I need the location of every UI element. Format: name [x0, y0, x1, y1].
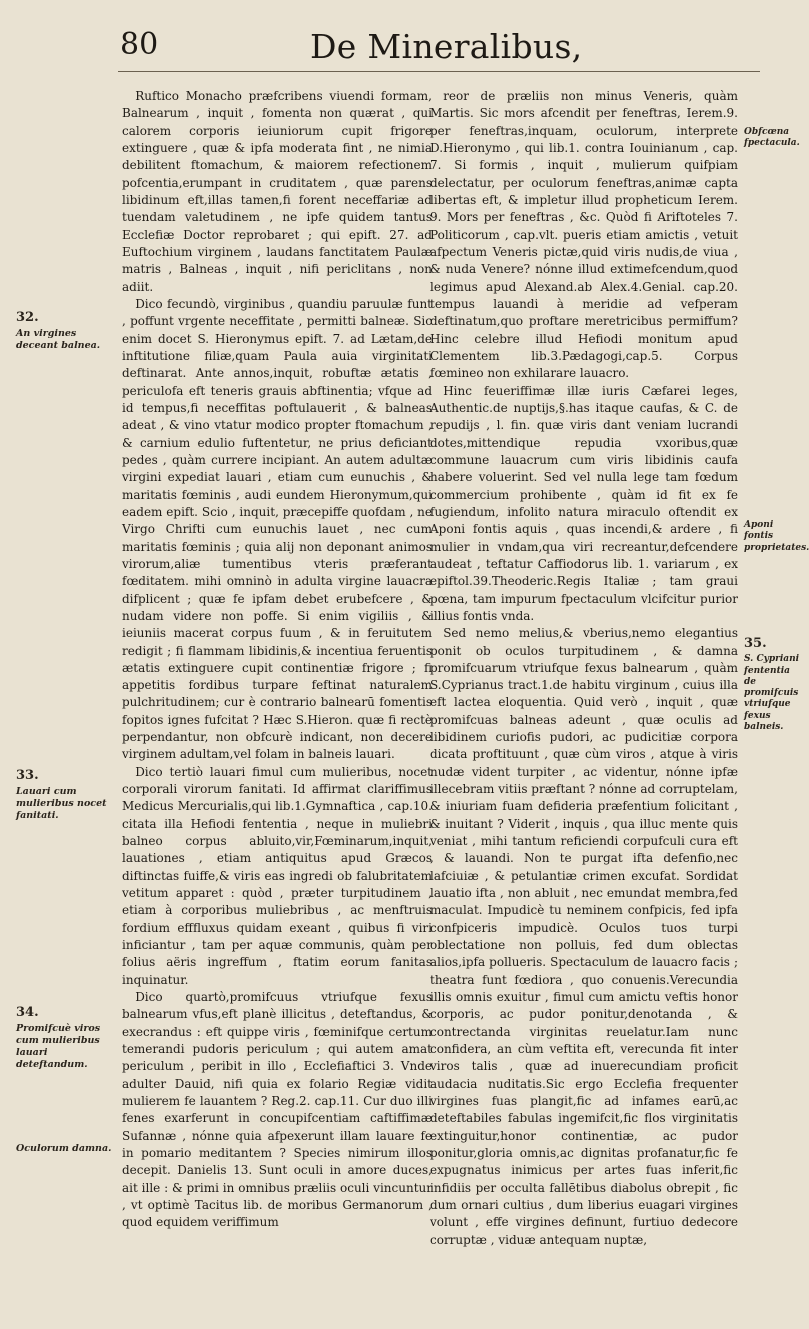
- margin-note: [744, 636, 800, 733]
- margin-note-text: S. Cypriani fententia de promifcuis vtriufque fexus balneis.: [744, 654, 800, 732]
- paragraph: Dico tertiò lauari fimul cum mulieribus, nocet corporali virorum fanitati. Id affirmat clariffimus Medicus Mercurialis,qui lib.1.Gymnaftica , cap.10. citata illa Hefiodi fententia , neque in muliebri balneo corpus abluito,vir,Fœminarum,inquit, lauationes , etiam antiquitus apud Græcos diftinctas fuiffe,& viris eas ingredi ob falubritatem vetitum apparet : quòd , præter turpitudinem , etiam à corporibus muliebribus , ac menftruis fordium efffluxus quidam exeant , quibus fi viri inficiantur , tam per aquæ communis, quàm per folius aëris ingreffum , ftatim eorum fanitas inquinatur.: [122, 764, 432, 987]
- paragraph: Hinc feueriffimæ illæ iuris Cæfarei leges, Authentic.de nuptijs,§.has itaque caufas, & C. de repudijs , l. fin. quæ viris dant veniam lucrandi dotes,mittendique repudia vxoribus,quæ commune lauacrum cum viris libidinis caufa habere voluerint. Sed vel nulla lege tam fœdum commercium prohibente , quàm id fit ex fe fugiendum, infolito natura miraculo oftendit ex Aponi fontis aquis , quas incendi,& ardere , fi mulier in vndam,qua viri recreantur,defcendere audeat , teftatur Caffiodorus lib. 1. variarum , ex epiftol.39.Theoderic.Regis Italiæ ; tam graui pœna, tam impurum fpectaculum vlcifcitur purior illius fontis vnda.: [430, 383, 738, 623]
- paragraph: Sed nemo melius,& vberius,nemo elegantius ponit ob oculos turpitudinem , & damna promifcuarum vtriufque fexus balnearum , quàm S.Cyprianus tract.1.de habitu virginum , cuius illa eft lactea eloquentia. Quid verò , inquit , quæ promifcuas balneas adeunt , quæ oculis ad libidinem curiofis pudori, ac pudicitiæ corpora dicata proftituunt , quæ cùm viros , atque à viris nudæ vident turpiter , ac videntur, nónne ipfæ illecebram vitiis præftant ? nónne ad corruptelam, & iniuriam fuam defideria præfentium folicitant , & inuitant ? Viderit , inquis , qua illuc mente quis veniat , mihi tantum reficiendi corpufculi cura eft , & lauandi. Non te purgat ifta defenfio,nec lafciuiæ , & petulantiæ crimen excufat. Sordidat lauatio ifta , non abluit , nec emundat membra,fed maculat. Impudicè tu neminem confpicis, fed ipfa confpiceris impudicè. Oculos tuos turpi oblectatione non polluis, fed dum oblectas alios,ipfa pollueris. Spectaculum de lauacro facis ; theatra funt fœdiora , quo conuenis.Verecundia illis omnis exuitur , fimul cum amictu veftis honor corporis, ac pudor ponitur,denotanda , & contrectanda virginitas reuelatur.Iam nunc confidera, an cùm veftita eft, verecunda fit inter viros talis , quæ ad inuerecundiam proficit audacia nuditatis.Sic ergo Ecclefia frequenter virgines fuas plangit,fic ad infames earū,ac deteftabiles fabulas ingemifcit,fic flos virginitatis extinguitur,honor continentiæ, ac pudor ponitur,gloria omnis,ac dignitas profanatur,fic fe expugnatus inimicus per artes fuas inferit,fic infidiis per occulta fallētibus diabolus obrepit , fic dum ornari cultius , dum liberius euagari virgines volunt , effe virgines definunt, furtiuo dedecore corruptæ , viduæ antequam nuptæ,: [430, 626, 738, 1247]
- margin-note-number: 35.: [744, 636, 767, 651]
- margin-note-number: 34.: [16, 1005, 39, 1020]
- running-title: De Mineralibus,: [310, 27, 583, 66]
- paragraph: Dico quartò,promifcuus vtriufque fexus balnearum vfus,eft planè illicitus , deteftandus, & execrandus : eft quippe viris , fœminifque certum temerandi pudoris periculum ; qui autem amat periculum , peribit in illo , Ecclefiaftici 3. Vnde adulter Dauid, nifi quia ex folario Regiæ vidit mulierem fe lauantem ? Reg.2. cap.11. Cur duo illi fenes exarferunt in concupifcentiam caftiffimæ Sufannæ , nónne quia afpexerunt illam lauare fe in pomario meditantem ? Species nimirum illos decepit. Danielis 13. Sunt oculi in amore duces, ait ille : & primi in omnibus præliis oculi vincuntur , vt optimè Tacitus lib. de moribus Germanorum , quod equidem veriffimum: [122, 990, 432, 1230]
- paragraph: Dico fecundò, virginibus , quandiu paruulæ funt , poffunt vrgente neceffitate , permitti balneæ. Sic enim docet S. Hieronymus epift. 7. ad Lætam,de inftitutione filiæ,quam Paula auia virginitati deftinarat. Ante annos,inquit, robuftæ ætatis , periculofa eft teneris grauis abftinentia; vfque ad id tempus,fi neceffitas poftulauerit , & balneas adeat , & vino vtatur modico propter ftomachum , & carnium edulio fuftentetur, ne prius deficiant pedes , quàm currere incipiant. An autem adultæ virgini expediat lauari , etiam cum eunuchis , & maritatis fœminis , audi eundem Hieronymum,qui eadem epift. Scio , inquit, præcepiffe quofdam , ne Virgo Chrifti cum eunuchis lauet , nec cum maritatis fœminis ; quia alij non deponant animos virorum,aliæ tumentibus vteris præferant fœditatem. mihi omninò in adulta virgine lauacra difplicent ; quæ fe ipfam debet erubefcere , & nudam videre non poffe. Si enim vigiliis , & ieiuniis macerat corpus fuum , & in feruitutem redigit ; fi flammam libidinis,& incentiua feruentis ætatis extinguere cupit continentiæ frigore ; fi appetitis fordibus turpare feftinat naturalem pulchritudinem; cur è contrario balnearū fomentis fopitos ignes fufcitat ? Hæc S.Hieron. quæ fi rectè perpendantur, non obfcurè indicant, non decere virginem adultam,vel folam in balneis lauari.: [122, 296, 432, 762]
- margin-note: [744, 520, 809, 554]
- page-number: 80: [120, 27, 159, 62]
- margin-note: [16, 1143, 112, 1155]
- left-text-column: [122, 88, 432, 1232]
- margin-note: [16, 1005, 112, 1071]
- margin-note: [744, 127, 800, 150]
- margin-note-text: Aponi fontis proprietates.: [744, 520, 809, 553]
- margin-note-text: Promifcuè viros cum mulieribus lauari deteftandum.: [16, 1023, 101, 1070]
- header-rule: [118, 71, 760, 72]
- paragraph: Ruftico Monacho præfcribens viuendi formam, Balnearum , inquit , fomenta non quærat , qui calorem corporis ieiuniorum cupit frigore extinguere , quæ & ipfa moderata fint , ne nimia debilitent ftomachum, & maiorem refectionem pofcentia,erumpant in cruditatem , quæ parens libidinum eft,illas tamen,fi forent neceffariæ ad tuendam valetudinem , ne ipfe quidem tantus Ecclefiæ Doctor reprobaret ; qui epift. 27. ad Euftochium virginem , laudans fanctitatem Paulæ matris , Balneas , inquit , nifi periclitans , non adiit.: [122, 89, 432, 294]
- margin-note-text: Oculorum damna.: [16, 1143, 112, 1154]
- margin-note-text: An virgines deceant balnea.: [16, 328, 101, 352]
- right-text-column: [430, 88, 738, 1249]
- margin-note-text: Obfcœna fpectacula.: [744, 127, 800, 149]
- margin-note: [16, 310, 112, 352]
- paragraph: reor de præliis non minus Veneris, quàm Martis. Sic mors afcendit per feneftras, Ierem.9. per feneftras,inquam, oculorum, interprete D.Hieronymo , qui lib.1. contra Iouinianum , cap. 7. Si formis , inquit , mulierum quifpiam delectatur, per oculorum feneftras,animæ capta libertas eft, & impletur illud propheticum Ierem. 9. Mors per feneftras , &c. Quòd fi Ariftoteles 7. Politicorum , cap.vlt. pueris etiam amictis , vetuit afpectum Veneris pictæ,quid viris nudis,de viua , & nuda Venere? nónne illud extimefcendum,quod legimus apud Alexand.ab Alex.4.Genial. cap.20. tempus lauandi à meridie ad vefperam deftinatum,quo proftare meretricibus permiffum?Hinc celebre illud Hefiodi monitum apud Clementem lib.3.Pædagogi,cap.5. Corpus fœmineo non exhilarare lauacro.: [430, 89, 738, 381]
- margin-note: [16, 768, 112, 822]
- margin-note-text: Lauari cum mulieribus nocet fanitati.: [16, 786, 107, 821]
- page-header: [0, 27, 800, 74]
- margin-note-number: 33.: [16, 768, 39, 783]
- margin-note-number: 32.: [16, 310, 39, 325]
